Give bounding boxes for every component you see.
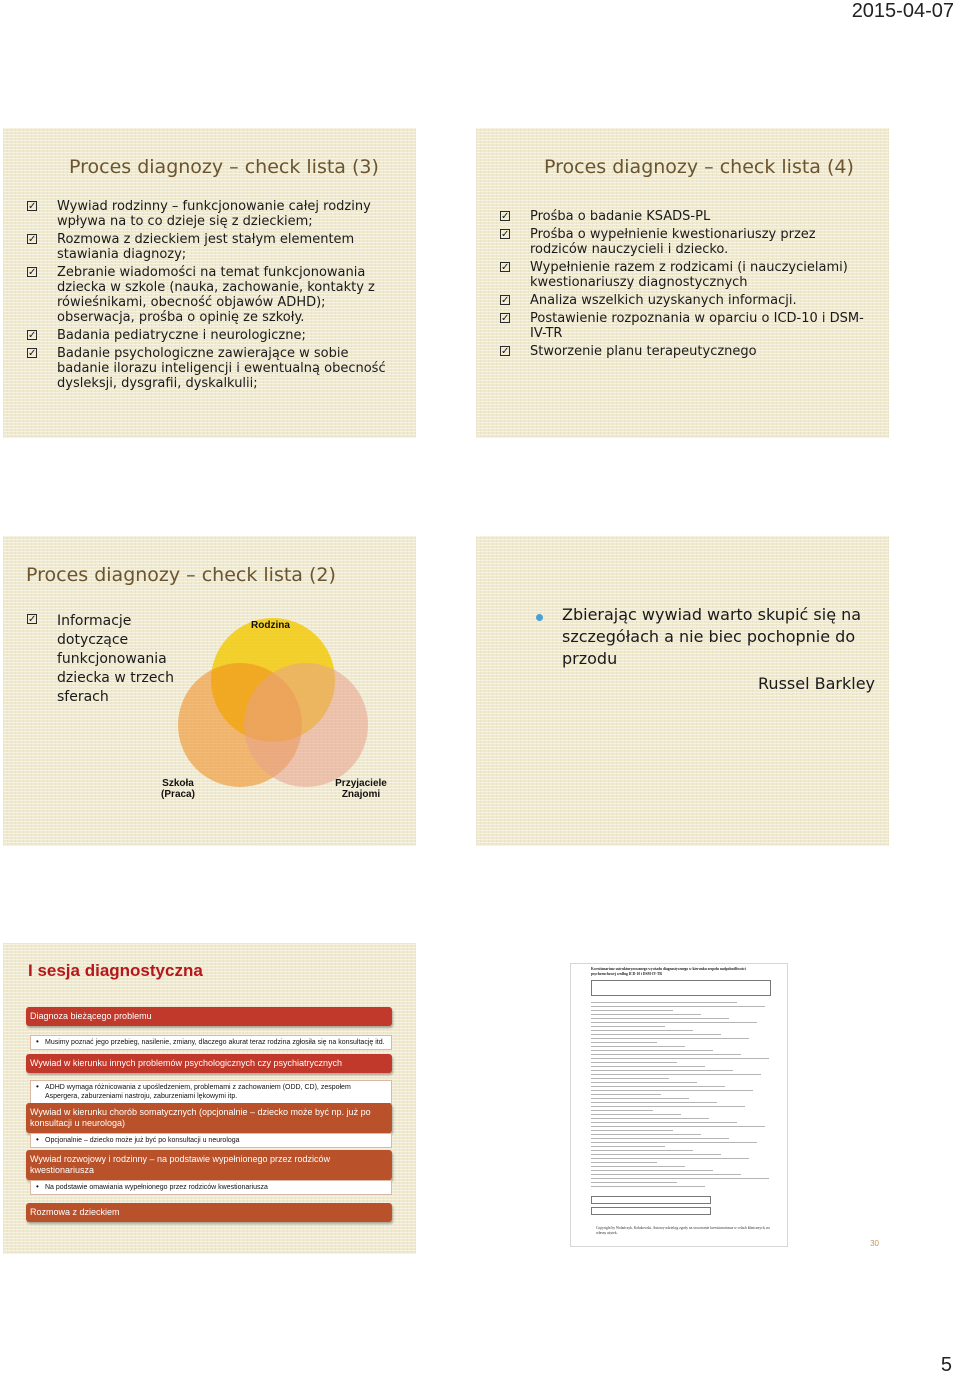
form-text-line: [591, 1022, 757, 1023]
form-box: [591, 1196, 711, 1204]
form-text-line: [591, 1174, 741, 1175]
list-item-text: Analiza wszelkich uzyskanych informacji.: [530, 293, 797, 308]
questionnaire-form-image: [570, 963, 788, 1247]
form-text-line: [591, 1122, 737, 1123]
form-text-line: [591, 1106, 745, 1107]
checkbox-icon: ✓: [28, 614, 37, 625]
form-text-line: [591, 1046, 685, 1047]
list-item: [27, 612, 177, 707]
form-text-line: [591, 1110, 653, 1111]
form-text-line: [591, 1010, 673, 1011]
slide-quote: [476, 536, 889, 846]
checklist: [500, 209, 876, 362]
list-item-text: Postawienie rozpoznania w oparciu o ICD-10 i DSM-IV-TR: [530, 311, 864, 341]
venn-label-line: Szkoła: [162, 778, 194, 789]
session-block-note: • ADHD wymaga różnicowania z upośledzeniem, problemami z zachowaniem (ODD, CD), zespołem Aspergera, zaburzeniami nastroju, zaburzeniami lękowymi itp.: [30, 1080, 392, 1104]
checklist: [27, 199, 403, 394]
form-text-line: [591, 1182, 677, 1183]
session-block-header: Wywiad w kierunku chorób somatycznych (opcjonalnie – dziecko może być np. już po konsultacji u neurologa): [26, 1103, 392, 1133]
form-text-line: [591, 1142, 757, 1143]
form-text-line: [591, 1074, 761, 1075]
list-item-text: Prośba o wypełnienie kwestionariuszy przez rodziców nauczycieli i dziecko.: [530, 227, 816, 257]
venn-label-line: Przyjaciele: [335, 778, 387, 789]
form-text-line: [591, 1018, 729, 1019]
form-text-line: [591, 1042, 657, 1043]
slide-questionnaire: [476, 943, 889, 1254]
slide-title: Proces diagnozy – check lista (3): [69, 156, 379, 178]
session-block-header: Diagnoza bieżącego problemu: [26, 1007, 392, 1026]
form-text-line: [591, 1094, 661, 1095]
checkbox-icon: ✓: [28, 330, 37, 341]
list-item-text: Zebranie wiadomości na temat funkcjonowania dziecka w szkole (nauka, zachowanie, kontakty z rówieśnikami, obecność objawów ADHD); obserwacja, prośba o opinię ze szkoły.: [57, 265, 375, 325]
session-block-note: • Na podstawie omawiania wypełnionego przez rodziców kwestionariusza: [30, 1180, 392, 1195]
form-box: [591, 1207, 711, 1215]
venn-label-line: Znajomi: [341, 789, 381, 800]
session-block-header: Rozmowa z dzieckiem: [26, 1203, 392, 1222]
form-text-line: [591, 1062, 677, 1063]
list-item-text: Badanie psychologiczne zawierające w sobie badanie ilorazu inteligencji i ewentualną obecność dysleksji, dysgrafii, dyskalkulii;: [57, 346, 386, 391]
list-item-text: Informacje dotyczące funkcjonowania dziecka w trzech sferach: [57, 613, 175, 705]
checkbox-icon: ✓: [501, 295, 510, 306]
list-item-text: Rozmowa z dzieckiem jest stałym elementem stawiania diagnozy;: [57, 232, 355, 262]
checkbox-icon: ✓: [501, 262, 510, 273]
form-text-line: [591, 1030, 693, 1031]
form-text-line: [591, 1066, 705, 1067]
slide-diagnostic-session: [3, 943, 416, 1254]
form-text-line: [591, 1178, 769, 1179]
session-block-note: • Musimy poznać jego przebieg, nasilenie, zmiany, dlaczego akurat teraz rodzina zgłosiła się na konsultację itd.: [30, 1035, 392, 1050]
venn-circle-friends: [244, 663, 368, 787]
form-text-line: [591, 1130, 673, 1131]
list-item-text: Prośba o badanie KSADS-PL: [530, 209, 711, 224]
form-text-line: [591, 1026, 665, 1027]
list-item: [27, 265, 403, 325]
list-item-text: Stworzenie planu terapeutycznego: [530, 344, 757, 359]
list-item: [500, 344, 876, 359]
form-footer: Copyright by Wolańczyk, Kołakowski. Autorzy udzielają zgody na stosowanie kwestionariusza w celach klinicznych, na własny użytek.: [596, 1226, 770, 1235]
form-text-line: [591, 1186, 705, 1187]
form-text-line: [591, 1158, 749, 1159]
venn-label-line: (Praca): [161, 789, 195, 800]
form-text-line: [591, 1086, 725, 1087]
checkbox-icon: ✓: [501, 313, 510, 324]
form-text-line: [591, 1078, 669, 1079]
checklist: [27, 612, 177, 710]
list-item: [500, 209, 876, 224]
form-text-line: [591, 1034, 721, 1035]
slide-title: I sesja diagnostyczna: [28, 961, 203, 980]
form-text-line: [591, 1154, 721, 1155]
quote-text: Zbierając wywiad warto skupić się na szczegółach a nie biec pochopnie do przodu: [562, 605, 862, 668]
slide-number: 30: [870, 1239, 879, 1248]
checkbox-icon: ✓: [28, 348, 37, 359]
session-block-header: Wywiad rozwojowy i rodzinny – na podstawie wypełnionego przez rodziców kwestionariusza: [26, 1150, 392, 1180]
form-text-line: [591, 1166, 685, 1167]
form-text-line: [591, 1102, 717, 1103]
slide-checklist-3: [3, 128, 416, 438]
form-text-line: [591, 1146, 665, 1147]
checkbox-icon: ✓: [28, 201, 37, 212]
checkbox-icon: ✓: [501, 346, 510, 357]
form-text-line: [591, 1014, 701, 1015]
form-text-line: [591, 1118, 709, 1119]
form-text-line: [591, 1090, 753, 1091]
form-text-line: [591, 1006, 765, 1007]
venn-label-friends: [333, 778, 389, 800]
form-text-line: [591, 1126, 765, 1127]
form-box: [591, 980, 771, 996]
page-number: 5: [940, 1354, 952, 1376]
list-item: [27, 346, 403, 391]
checkbox-icon: ✓: [28, 234, 37, 245]
form-text-line: [591, 1054, 741, 1055]
bullet-icon: [536, 614, 543, 621]
form-text-line: [591, 1114, 681, 1115]
list-item-text: Wypełnienie razem z rodzicami (i nauczycielami) kwestionariuszy diagnostycznych: [530, 260, 848, 290]
slide-title: Proces diagnozy – check lista (2): [26, 564, 336, 586]
list-item: [500, 293, 876, 308]
session-block-note: • Opcjonalnie – dziecko może już być po konsultacji u neurologa: [30, 1133, 392, 1148]
form-text-line: [591, 1170, 713, 1171]
list-item: [27, 199, 403, 229]
session-block-header: Wywiad w kierunku innych problemów psychologicznych czy psychiatrycznych: [26, 1054, 392, 1073]
form-text-line: [591, 1134, 701, 1135]
form-title: Kwestionariusz ustrukturyzowanego wywiadu diagnostycznego w kierunku zespołu nadpobudliwości psychoruchowej według ICD-10 i DSM-IV-TR: [591, 967, 746, 976]
checkbox-icon: ✓: [501, 229, 510, 240]
form-text-line: [591, 1058, 769, 1059]
quote-author: Russel Barkley: [758, 674, 875, 693]
slide-checklist-2: [3, 536, 416, 846]
form-text-line: [591, 1138, 729, 1139]
list-item: [500, 227, 876, 257]
list-item: [27, 232, 403, 262]
list-item-text: Badania pediatryczne i neurologiczne;: [57, 328, 306, 343]
form-text-line: [591, 1038, 749, 1039]
form-text-line: [591, 1098, 689, 1099]
venn-label-family: Rodzina: [251, 620, 290, 631]
list-item: [500, 311, 876, 341]
form-text-line: [591, 1150, 693, 1151]
slide-checklist-4: [476, 128, 889, 438]
checkbox-icon: ✓: [501, 211, 510, 222]
venn-label-school: [158, 778, 198, 800]
slide-title: Proces diagnozy – check lista (4): [544, 156, 854, 178]
list-item: [27, 328, 403, 343]
page-date: 2015-04-07: [851, 0, 954, 22]
form-text-line: [591, 1050, 713, 1051]
form-text-line: [591, 1070, 733, 1071]
list-item: [500, 260, 876, 290]
form-text-line: [591, 1082, 697, 1083]
form-text-line: [591, 1162, 657, 1163]
list-item-text: Wywiad rodzinny – funkcjonowanie całej rodziny wpływa na to co dzieje się z dzieckiem;: [57, 199, 371, 229]
checkbox-icon: ✓: [28, 267, 37, 278]
form-text-line: [591, 1002, 737, 1003]
